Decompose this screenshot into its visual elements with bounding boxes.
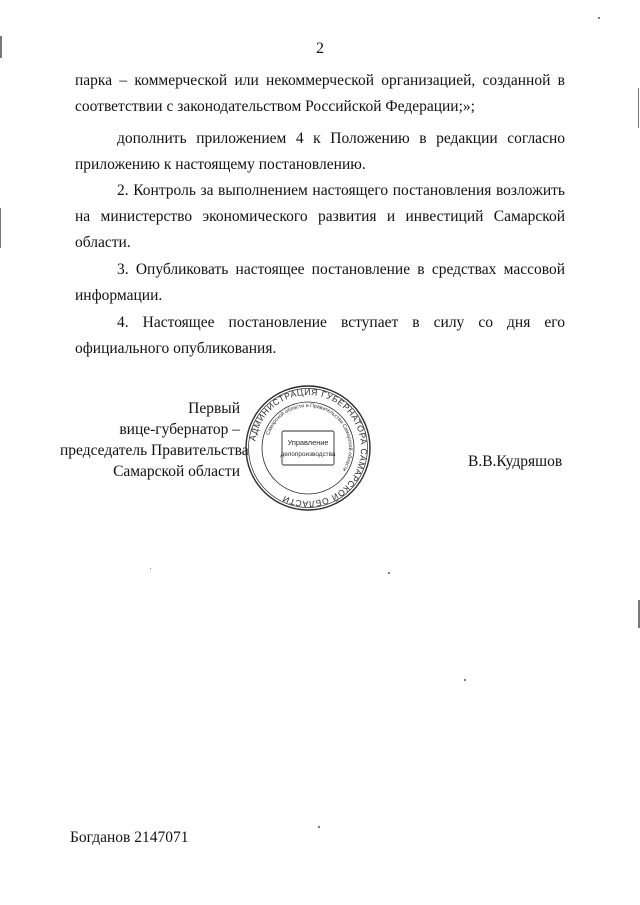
seal-inner-text: Самарской области и Правительства Самарской области — [265, 402, 354, 473]
paragraph-addendum: дополнить приложением 4 к Положению в редакции согласно приложению к настоящему постановлению. — [75, 130, 565, 173]
scan-edge-mark — [0, 36, 2, 58]
paragraph-item-2: 2. Контроль за выполнением настоящего постановления возложить на министерство экономического развития и инвестиций Самарской области. — [75, 182, 565, 251]
document-author-footer: Богданов 2147071 — [70, 829, 189, 846]
paragraph-item-3: 3. Опубликовать настоящее постановление в средствах массовой информации. — [75, 261, 565, 304]
scan-edge-mark — [638, 88, 639, 128]
scan-speck — [318, 826, 320, 828]
paragraph-item-4: 4. Настоящее постановление вступает в силу со дня его официального опубликования. — [75, 314, 565, 357]
seal-outer-text: АДМИНИСТРАЦИЯ ГУБЕРНАТОРА САМАРСКОЙ ОБЛАСТИ — [247, 386, 370, 510]
scan-speck — [150, 568, 151, 569]
scan-speck — [388, 572, 390, 574]
official-seal-stamp — [243, 383, 373, 513]
signatory-position-line: Первый — [188, 400, 240, 417]
scan-edge-mark — [0, 208, 1, 248]
scan-speck — [598, 17, 600, 19]
paragraph-continuation: парка – коммерческой или некоммерческой организацией, созданной в соответствии с законодательством Российской Федерации;»; — [75, 72, 565, 115]
seal-center-line: Управление — [287, 438, 329, 447]
page-number: 2 — [316, 40, 324, 57]
signatory-position-line: вице-губернатор – — [119, 421, 240, 438]
seal-center-line: делопроизводства — [280, 451, 336, 458]
signatory-position-line: председатель Правительства — [60, 442, 249, 459]
scan-speck — [464, 679, 466, 681]
signatory-position — [60, 398, 249, 482]
signatory-position-line: Самарской области — [113, 463, 240, 480]
signatory-name: В.В.Кудряшов — [468, 453, 563, 470]
